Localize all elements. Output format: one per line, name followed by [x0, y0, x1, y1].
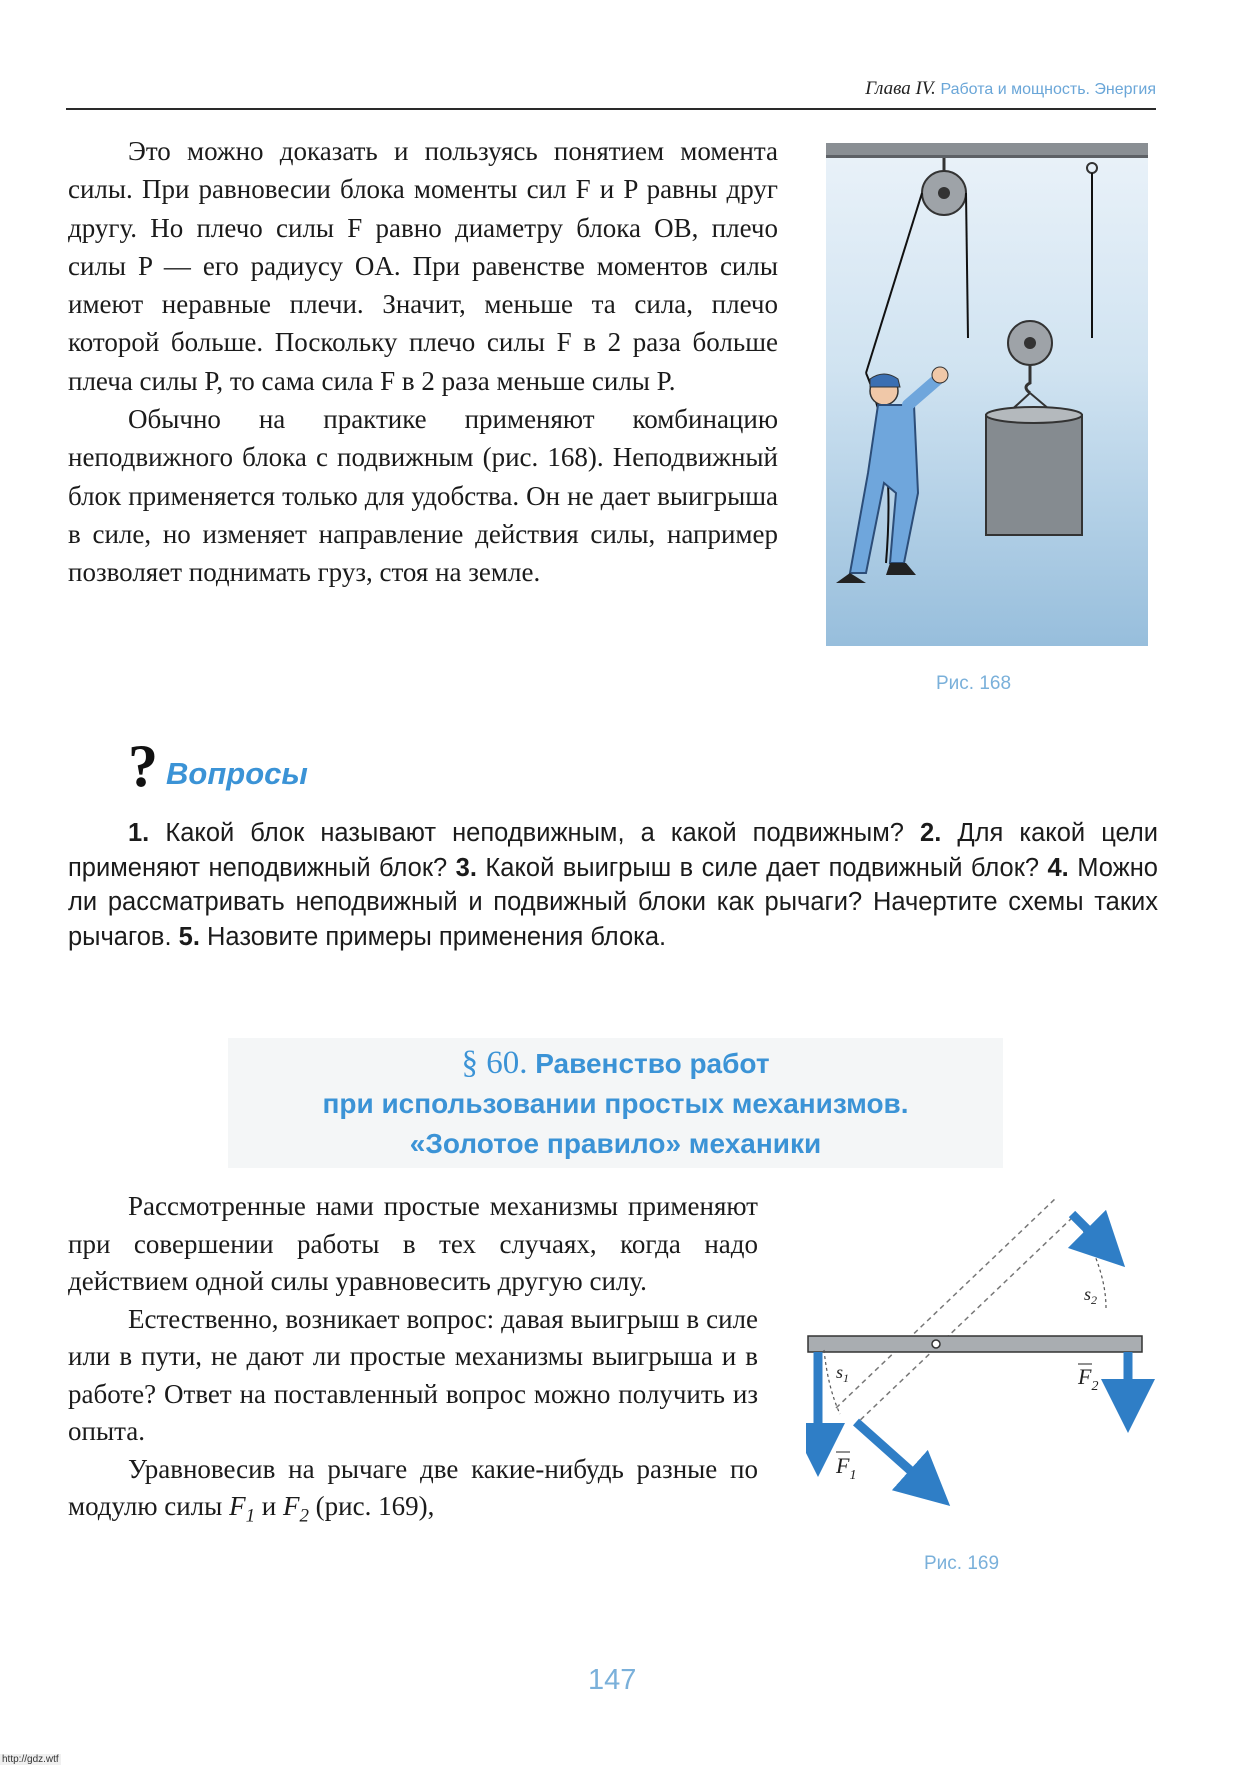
question-mark-icon: [128, 738, 168, 794]
questions-title: Вопросы: [166, 756, 308, 791]
paragraph: Это можно доказать и пользуясь понятием момента силы. При равновесии блока моменты сил F и P равны друг другу. Но плечо силы F равно диаметру блока OB, плечо силы P — его радиусу OA. При равенстве моментов силы имеют неравные плечи. Значит, меньше та сила, плечо которой больше. Поскольку плечо силы F в 2 раза больше плеча силы P, то сама сила F в 2 раза меньше силы P.: [68, 136, 778, 396]
chapter-subtitle: Работа и мощность. Энергия: [940, 81, 1156, 98]
question-text: Можно ли рассматривать неподвижный и подвижный блоки как рычаги? Начертите схемы таких рычагов.: [68, 853, 1158, 951]
paragraph-text: Уравновесив на рычаге две какие-нибудь разные по модулю силы: [68, 1453, 758, 1521]
watermark: http://gdz.wtf: [2, 1754, 59, 1765]
section-title-line1: Равенство работ: [535, 1048, 770, 1079]
paragraph-text: и: [261, 1491, 277, 1521]
figure-169-caption: Рис. 169: [924, 1553, 1000, 1574]
section-title-line2: при использовании простых механизмов.: [322, 1088, 909, 1119]
label-s1: $s_1$: [836, 1362, 850, 1385]
question-number: 4.: [1047, 853, 1069, 882]
force-subscript: 2: [299, 1505, 309, 1527]
chapter-title: [865, 78, 1156, 100]
question-number: 2.: [920, 819, 942, 847]
paragraph: Рассмотренные нами простые механизмы применяют при совершении работы в тех случаях, когда надо действием одной силы уравновесить другую силу.: [68, 1191, 758, 1296]
question-text: Назовите примеры применения блока.: [207, 922, 667, 951]
text-block-bottom: [68, 1188, 758, 1535]
section-heading-line1: [228, 1043, 1003, 1084]
figure-169-lever-diagram: [806, 1188, 1156, 1538]
force-subscript: 1: [245, 1505, 256, 1527]
section-number: § 60.: [461, 1045, 528, 1081]
label-F2: $F_2$: [1078, 1364, 1099, 1394]
paragraph: [68, 1451, 758, 1535]
question-text: Для какой цели применяют неподвижный блок?: [68, 819, 1158, 882]
paragraph: Естественно, возникает вопрос: давая выигрыш в силе или в пути, не дают ли простые механизмы выигрыша и в работе? Ответ на поставленный вопрос можно получить из опыта.: [68, 1303, 758, 1446]
figure-168-illustration: [826, 143, 1148, 646]
question-number: 1.: [128, 819, 150, 847]
figure-168-caption: Рис. 168: [936, 673, 1012, 694]
pulley-worker-image: [826, 143, 1148, 646]
question-number: 5.: [178, 922, 200, 951]
force-symbol: F: [282, 1491, 300, 1521]
question-number: 3.: [455, 853, 477, 882]
text-block-top: [68, 132, 778, 592]
question-text: Какой блок называют неподвижным, а какой подвижным?: [165, 819, 904, 847]
question-text: Какой выигрыш в силе дает подвижный блок?: [485, 853, 1040, 882]
svg-text:?: ?: [128, 738, 158, 794]
section-heading: [228, 1043, 1003, 1164]
label-s2: $s_2$: [1084, 1284, 1098, 1307]
label-F1: $F_1$: [836, 1453, 857, 1483]
questions-paragraph: [68, 816, 1158, 954]
questions-list: [68, 816, 1158, 954]
force-symbol: F: [229, 1491, 246, 1521]
page-number: 147: [588, 1664, 637, 1696]
chapter-number: Глава IV.: [865, 78, 936, 99]
section-title-line3: «Золотое правило» механики: [409, 1128, 822, 1159]
paragraph: Обычно на практике применяют комбинацию неподвижного блока с подвижным (рис. 168). Неподвижный блок применяется только для удобства. Он не дает выигрыша в силе, но изменяет направление действия силы, например позволяет поднимать груз, стоя на земле.: [68, 404, 778, 588]
paragraph-text: (рис. 169),: [315, 1491, 435, 1521]
running-header: [66, 78, 1156, 110]
